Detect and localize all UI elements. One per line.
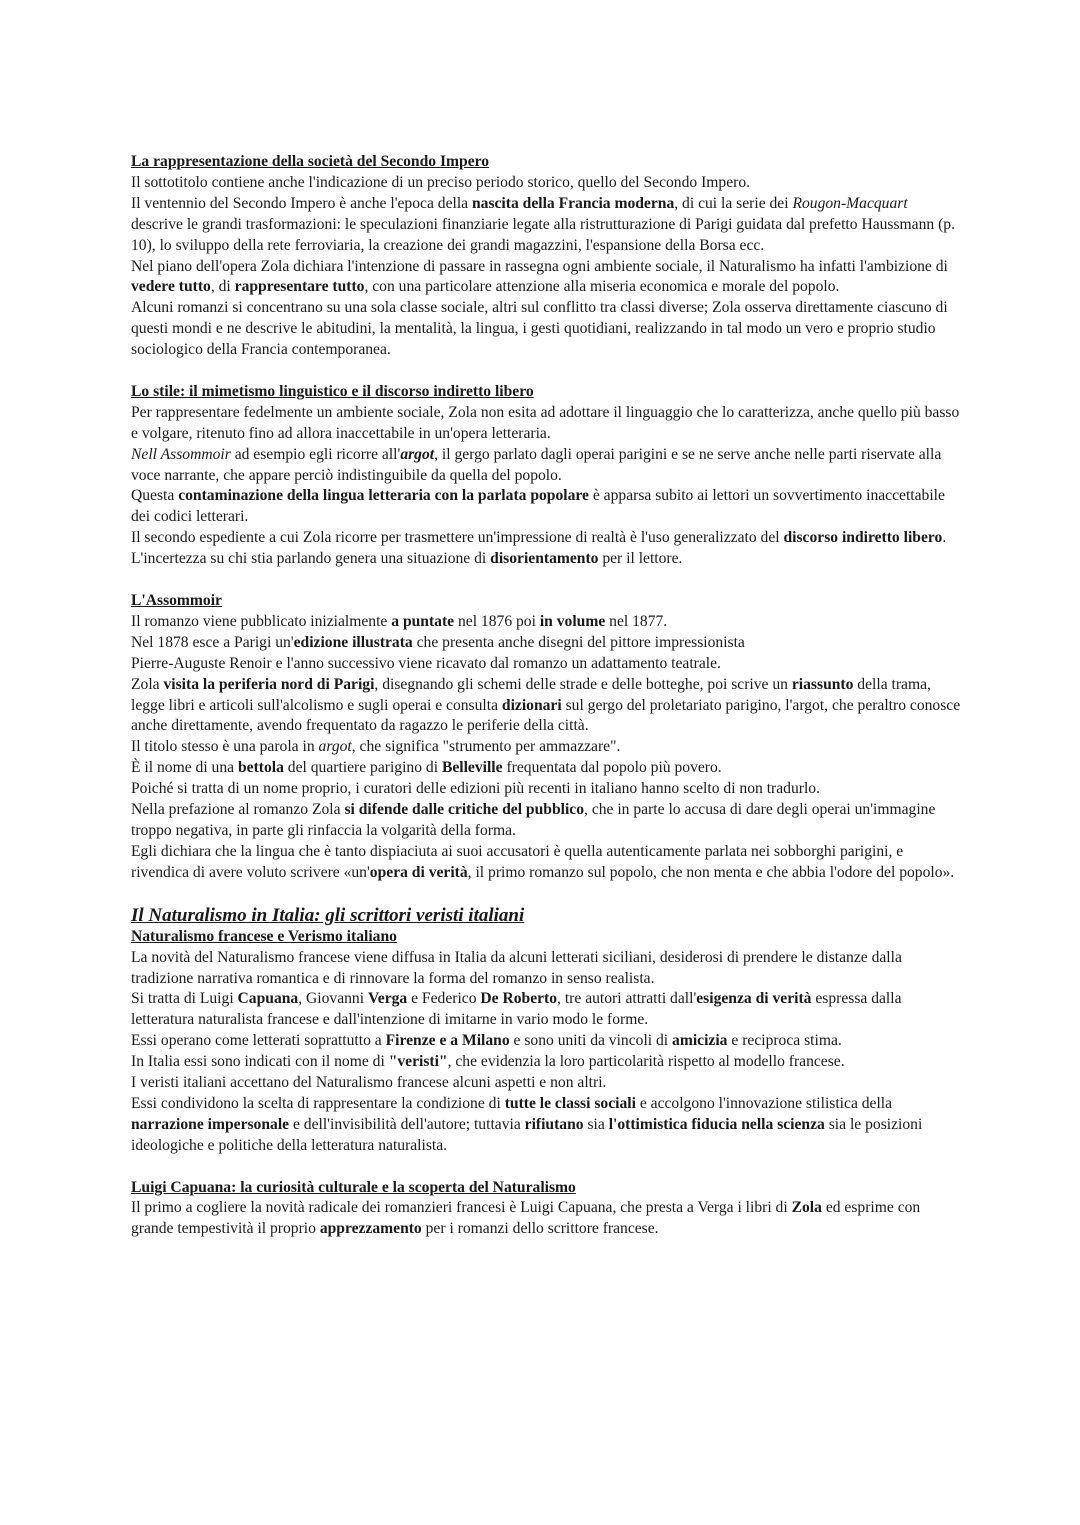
text-run: L'incertezza su chi stia parlando genera una situazione di (131, 550, 491, 568)
section-title: Luigi Capuana: la curiosità culturale e la scoperta del Naturalismo (131, 1178, 576, 1196)
paragraph (131, 654, 961, 675)
text-run: , il gergo parlato dagli operai parigini e se ne serve anche nelle parti riservate alla voce narrante, che appare perciò indistinguibile da quella del popolo. (131, 445, 942, 484)
text-run: Il sottotitolo contiene anche l'indicazione di un preciso periodo storico, quello del Secondo Impero. (131, 173, 751, 191)
text-run: del quartiere parigino di (283, 759, 442, 777)
text-run: Questa (131, 487, 179, 505)
text-run: È il nome di una (131, 759, 238, 777)
bold-text: rifiutano (524, 1115, 584, 1133)
text-run: sul gergo del proletariato parigino, l'argot, che peraltro conosce anche direttamente, avendo frequentato da ragazzo le periferie della città. (131, 696, 961, 735)
text-run: Nel piano dell'opera Zola dichiara l'intenzione di passare in rassegna ogni ambiente sociale, il Naturalismo ha infatti l'ambizione di (131, 257, 948, 275)
bold-text: contaminazione della lingua letteraria con la parlata popolare (178, 487, 589, 505)
text-run: ad esempio egli ricorre all' (230, 445, 401, 463)
text-run: nel 1876 poi (454, 612, 540, 630)
bold-text: riassunto (791, 675, 854, 693)
text-run: e sono uniti da vincoli di (509, 1032, 673, 1050)
bold-text: vedere tutto (131, 278, 211, 296)
text-run: Il secondo espediente a cui Zola ricorre per trasmettere un'impressione di realtà è l'uso generalizzato del (131, 529, 784, 547)
text-run: , di (210, 278, 235, 296)
bold-text: apprezzamento (319, 1220, 422, 1238)
bold-text: tutte le classi sociali (504, 1094, 636, 1112)
bold-text: visita la periferia nord di Parigi (163, 675, 375, 693)
text-run: ed esprime con grande tempestività il proprio (131, 1199, 921, 1238)
text-run: , con una particolare attenzione alla miseria economica e morale del popolo. (364, 278, 840, 296)
text-run: , Giovanni (298, 990, 368, 1008)
paragraph (131, 948, 961, 990)
text-run: descrive le grandi trasformazioni: le speculazioni finanziarie legate alla ristrutturazione di Parigi guidata dal prefetto Haussmann (p. 10), lo sviluppo della rete ferroviaria, la creazione dei grandi magazzini, l'espansione della Borsa ecc. (131, 215, 955, 254)
bold-text: amicizia (672, 1032, 728, 1050)
text-run: Essi condividono la scelta di rappresentare la condizione di (131, 1094, 505, 1112)
paragraph (131, 612, 961, 633)
bold-text: Verga (367, 990, 408, 1008)
text-run: , che significa "strumento per ammazzare". (351, 738, 621, 756)
text-run: La novità del Naturalismo francese viene diffusa in Italia da alcuni letterati siciliani, desiderosi di prendere le distanze dalla tradizione narrativa romantica e di rinnovare la forma del romanzo in senso realista. (131, 948, 902, 987)
text-run: che presenta anche disegni del pittore impressionista (412, 633, 745, 651)
paragraph (131, 445, 961, 487)
bold-text: rappresentare tutto (234, 278, 365, 296)
text-run: , disegnando gli schemi delle strade e delle botteghe, poi scrive un (374, 675, 792, 693)
paragraph (131, 758, 961, 779)
text-run: Il romanzo viene pubblicato inizialmente (131, 612, 392, 630)
text-run: , che evidenzia la loro particolarità rispetto al modello francese. (447, 1053, 845, 1071)
paragraph (131, 633, 961, 654)
text-run: sia le posizioni ideologiche e politiche della letteratura naturalista. (131, 1115, 923, 1154)
text-run: I veristi italiani accettano del Naturalismo francese alcuni aspetti e non altri. (131, 1074, 607, 1092)
bold-text: Capuana (237, 990, 299, 1008)
bold-text: opera di verità (369, 863, 468, 881)
text-run: Nella prefazione al romanzo Zola (131, 801, 345, 819)
text-run: . (942, 529, 947, 547)
paragraph (131, 1031, 961, 1052)
paragraph (131, 549, 961, 570)
paragraph (131, 194, 961, 257)
bold-text: in volume (539, 612, 606, 630)
text-run: In Italia essi sono indicati con il nome di (131, 1053, 389, 1071)
bold-text: edizione illustrata (293, 633, 413, 651)
italic-text: Nell Assommoir (131, 445, 231, 463)
text-run: e Federico (407, 990, 481, 1008)
text-run: , tre autori attratti dall' (557, 990, 697, 1008)
text-run: Nel 1878 esce a Parigi un' (131, 633, 294, 651)
text-run: e reciproca stima. (727, 1032, 842, 1050)
document-page (131, 152, 961, 1240)
text-run: frequentata dal popolo più povero. (502, 759, 722, 777)
text-run: Egli dichiara che la lingua che è tanto dispiaciuta ai suoi accusatori è quella autenticamente parlata nei sobborghi parigini, e rivendica di avere voluto scrivere «un' (131, 842, 904, 881)
paragraph (131, 800, 961, 842)
text-run: Alcuni romanzi si concentrano su una sola classe sociale, altri sul conflitto tra classi diverse; Zola osserva direttamente ciascuno di questi mondi e ne descrive le abitudini, la mentalità, la lingua, i gesti quotidiani, realizzando in tal modo un vero e proprio studio sociologico della Francia contemporanea. (131, 299, 948, 359)
bold-text: l'ottimistica fiducia nella scienza (608, 1115, 825, 1133)
bold-text: Zola (791, 1199, 822, 1217)
section-title: Lo stile: il mimetismo linguistico e il discorso indiretto libero (131, 382, 534, 400)
text-run: espressa dalla letteratura naturalista francese e dall'intenzione di imitarne in vario modo le forme. (131, 990, 902, 1029)
paragraph (131, 1094, 961, 1157)
bold-text: Belleville (441, 759, 503, 777)
text-run: Il ventennio del Secondo Impero è anche l'epoca della (131, 194, 472, 212)
text-run: Essi operano come letterati soprattutto a (131, 1032, 386, 1050)
text-run: per i romanzi dello scrittore francese. (421, 1220, 659, 1238)
text-run: per il lettore. (598, 550, 683, 568)
section-title: L'Assommoir (131, 592, 222, 609)
bold-text: si difende dalle critiche del pubblico (344, 801, 585, 819)
paragraph (131, 675, 961, 738)
bold-text: dizionari (501, 696, 562, 714)
paragraph (131, 257, 961, 299)
text-run: Per rappresentare fedelmente un ambiente sociale, Zola non esita ad adottare il linguaggio che lo caratterizza, anche quello più basso e volgare, ritenuto fino ad allora inaccettabile in un'opera letteraria. (131, 403, 960, 442)
text-run: nel 1877. (605, 612, 668, 630)
bold-text: disorientamento (490, 550, 599, 568)
text-run: e dell'invisibilità dell'autore; tuttavia (289, 1115, 525, 1133)
text-run: sia (583, 1115, 609, 1133)
bold-text: discorso indiretto libero (783, 529, 943, 547)
bold-text: Firenze e a Milano (385, 1032, 510, 1050)
paragraph (131, 1073, 961, 1094)
paragraph (131, 1198, 961, 1240)
text-run: , il primo romanzo sul popolo, che non menta e che abbia l'odore del popolo». (467, 863, 955, 881)
text-run: della trama, legge libri e articoli sull'alcolismo e sugli operai e consulta (131, 675, 931, 714)
text-run: Il titolo stesso è una parola in (131, 738, 319, 756)
bold-text: narrazione impersonale (131, 1115, 290, 1133)
bold-text: De Roberto (480, 990, 558, 1008)
section-title: La rappresentazione della società del Secondo Impero (131, 153, 490, 170)
paragraph (131, 1052, 961, 1073)
paragraph (131, 989, 961, 1031)
paragraph (131, 173, 961, 194)
bold-text: argot (400, 445, 435, 463)
bold-text: esigenza di verità (696, 990, 812, 1008)
text-run: Il primo a cogliere la novità radicale dei romanzieri francesi è Luigi Capuana, che presta a Verga i libri di (131, 1199, 792, 1217)
text-run: Si tratta di Luigi (131, 990, 238, 1008)
text-run: Zola (131, 675, 164, 693)
section-title: Naturalismo francese e Verismo italiano (131, 927, 397, 945)
text-run: Pierre-Auguste Renoir e l'anno successivo viene ricavato dal romanzo un adattamento teatrale. (131, 654, 721, 672)
paragraph (131, 737, 961, 758)
paragraph (131, 403, 961, 445)
paragraph (131, 528, 961, 549)
text-run: e accolgono l'innovazione stilistica della (635, 1094, 893, 1112)
paragraph (131, 298, 961, 361)
bold-text: "veristi" (388, 1053, 448, 1071)
paragraph (131, 779, 961, 800)
bold-text: a puntate (391, 612, 455, 630)
text-run: , che in parte lo accusa di dare degli operai un'immagine troppo negativa, in parte gli rinfaccia la volgarità della forma. (131, 801, 936, 839)
part-title: Il Naturalismo in Italia: gli scrittori veristi italiani (131, 904, 525, 926)
paragraph (131, 842, 961, 884)
bold-text: bettola (237, 759, 284, 777)
bold-text: nascita della Francia moderna (471, 194, 675, 212)
text-run: Poiché si tratta di un nome proprio, i curatori delle edizioni più recenti in italiano hanno scelto di non tradurlo. (131, 780, 820, 798)
italic-text: Rougon-Macquart (792, 194, 908, 212)
text-run: , di cui la serie dei (674, 194, 793, 212)
italic-text: argot (318, 738, 352, 756)
paragraph (131, 486, 961, 528)
text-run: è apparsa subito ai lettori un sovvertimento inaccettabile dei codici letterari. (131, 487, 945, 526)
